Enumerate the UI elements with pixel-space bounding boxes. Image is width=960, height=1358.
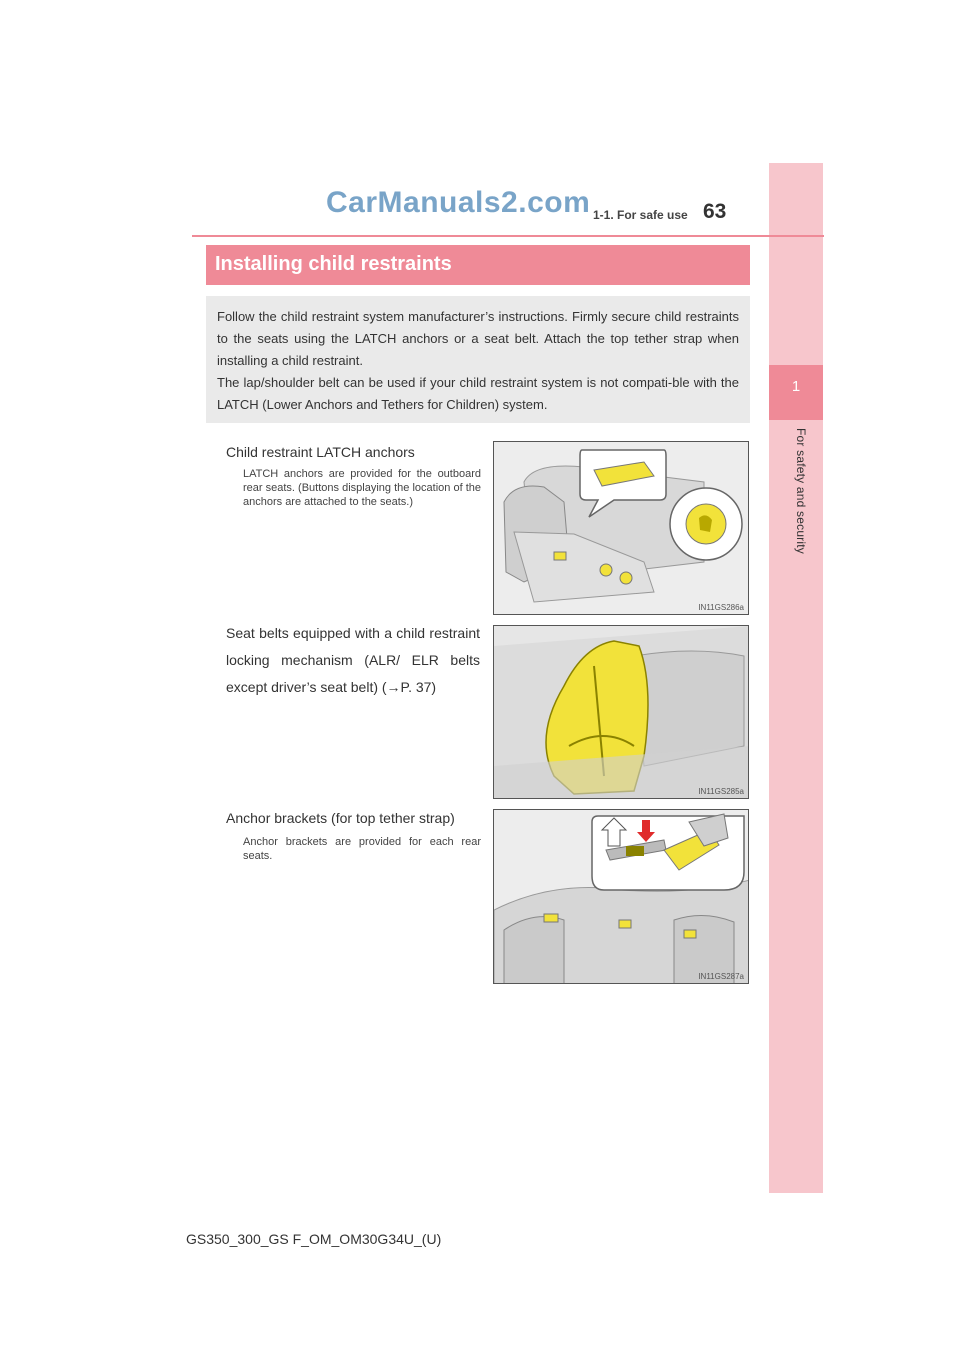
item-anchor-brackets-description: Anchor brackets are provided for each rear seats. <box>243 836 481 862</box>
watermark-logo: CarManuals2.com <box>326 186 591 219</box>
page-number: 63 <box>703 200 727 223</box>
intro-paragraph-2: The lap/shoulder belt can be used if your child restraint system is not compati-ble with the LATCH (Lower Anchors and Tethers for Children) system. <box>217 375 739 412</box>
chapter-label: For safety and security <box>794 428 808 554</box>
figure-code: IN11GS286a <box>698 603 744 612</box>
item-anchor-brackets-title: Anchor brackets (for top tether strap) <box>226 810 455 826</box>
figure-anchor-brackets <box>493 809 749 984</box>
figure-latch-anchors <box>493 441 749 615</box>
figure-seatbelt-restraint <box>493 625 749 799</box>
intro-box <box>206 296 750 423</box>
chapter-number: 1 <box>791 378 801 395</box>
intro-paragraph-1: Follow the child restraint system manufacturer’s instructions. Firmly secure child restraints to the seats using the LATCH anchors or a seat belt. Attach the top tether strap when installing a child restraint. <box>217 309 739 368</box>
section-title-bar <box>206 245 750 285</box>
footer-document-code: GS350_300_GS F_OM_OM30G34U_(U) <box>186 1231 442 1247</box>
item-latch-description: LATCH anchors are provided for the outboard rear seats. (Buttons displaying the location of the anchors are attached to the seats.) <box>243 468 481 508</box>
section-header: 1-1. For safe use <box>593 208 688 222</box>
figure-code: IN11GS285a <box>698 787 744 796</box>
item-seatbelt-title: Seat belts equipped with a child restraint locking mechanism (ALR/ ELR belts except driver’s seat belt) (→P. 37) <box>226 625 480 695</box>
item-latch-title: Child restraint LATCH anchors <box>226 444 415 460</box>
header-divider <box>192 235 824 237</box>
page-title: Installing child restraints <box>215 253 452 275</box>
figure-code: IN11GS287a <box>698 972 744 981</box>
side-tab <box>769 163 823 1193</box>
